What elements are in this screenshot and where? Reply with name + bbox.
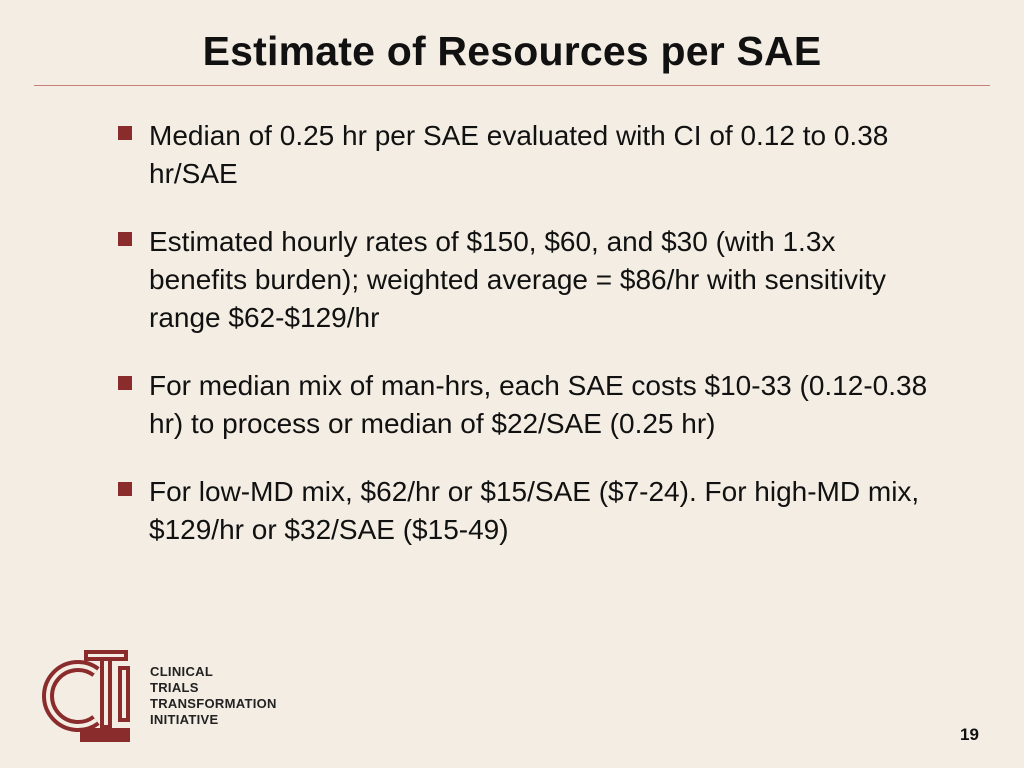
bullet-item	[118, 117, 938, 193]
square-bullet-icon	[118, 126, 132, 140]
bullet-list	[118, 117, 938, 579]
bullet-item	[118, 223, 938, 337]
slide-title: Estimate of Resources per SAE	[202, 28, 822, 74]
logo-wordmark	[150, 664, 277, 728]
logo-line: CLINICAL	[150, 664, 214, 679]
square-bullet-icon	[118, 482, 132, 496]
logo-line: TRIALS	[150, 680, 199, 695]
logo-letter-i	[118, 666, 130, 722]
page-number: 19	[960, 725, 979, 744]
bullet-text: Median of 0.25 hr per SAE evaluated with CI of 0.12 to 0.38 hr/SAE	[149, 120, 889, 189]
bullet-item	[118, 473, 938, 549]
logo-line: INITIATIVE	[150, 712, 219, 727]
bullet-text: For median mix of man-hrs, each SAE costs $10-33 (0.12-0.38 hr) to process or median of $22/SAE (0.25 hr)	[149, 370, 928, 439]
square-bullet-icon	[118, 232, 132, 246]
bullet-text: For low-MD mix, $62/hr or $15/SAE ($7-24). For high-MD mix, $129/hr or $32/SAE ($15-49)	[149, 476, 920, 545]
logo-line: TRANSFORMATION	[150, 696, 277, 711]
title-divider	[34, 85, 990, 86]
square-bullet-icon	[118, 376, 132, 390]
bullet-text: Estimated hourly rates of $150, $60, and $30 (with 1.3x benefits burden); weighted average = $86/hr with sensitivity range $62-$129/hr	[149, 226, 886, 333]
bullet-item	[118, 367, 938, 443]
